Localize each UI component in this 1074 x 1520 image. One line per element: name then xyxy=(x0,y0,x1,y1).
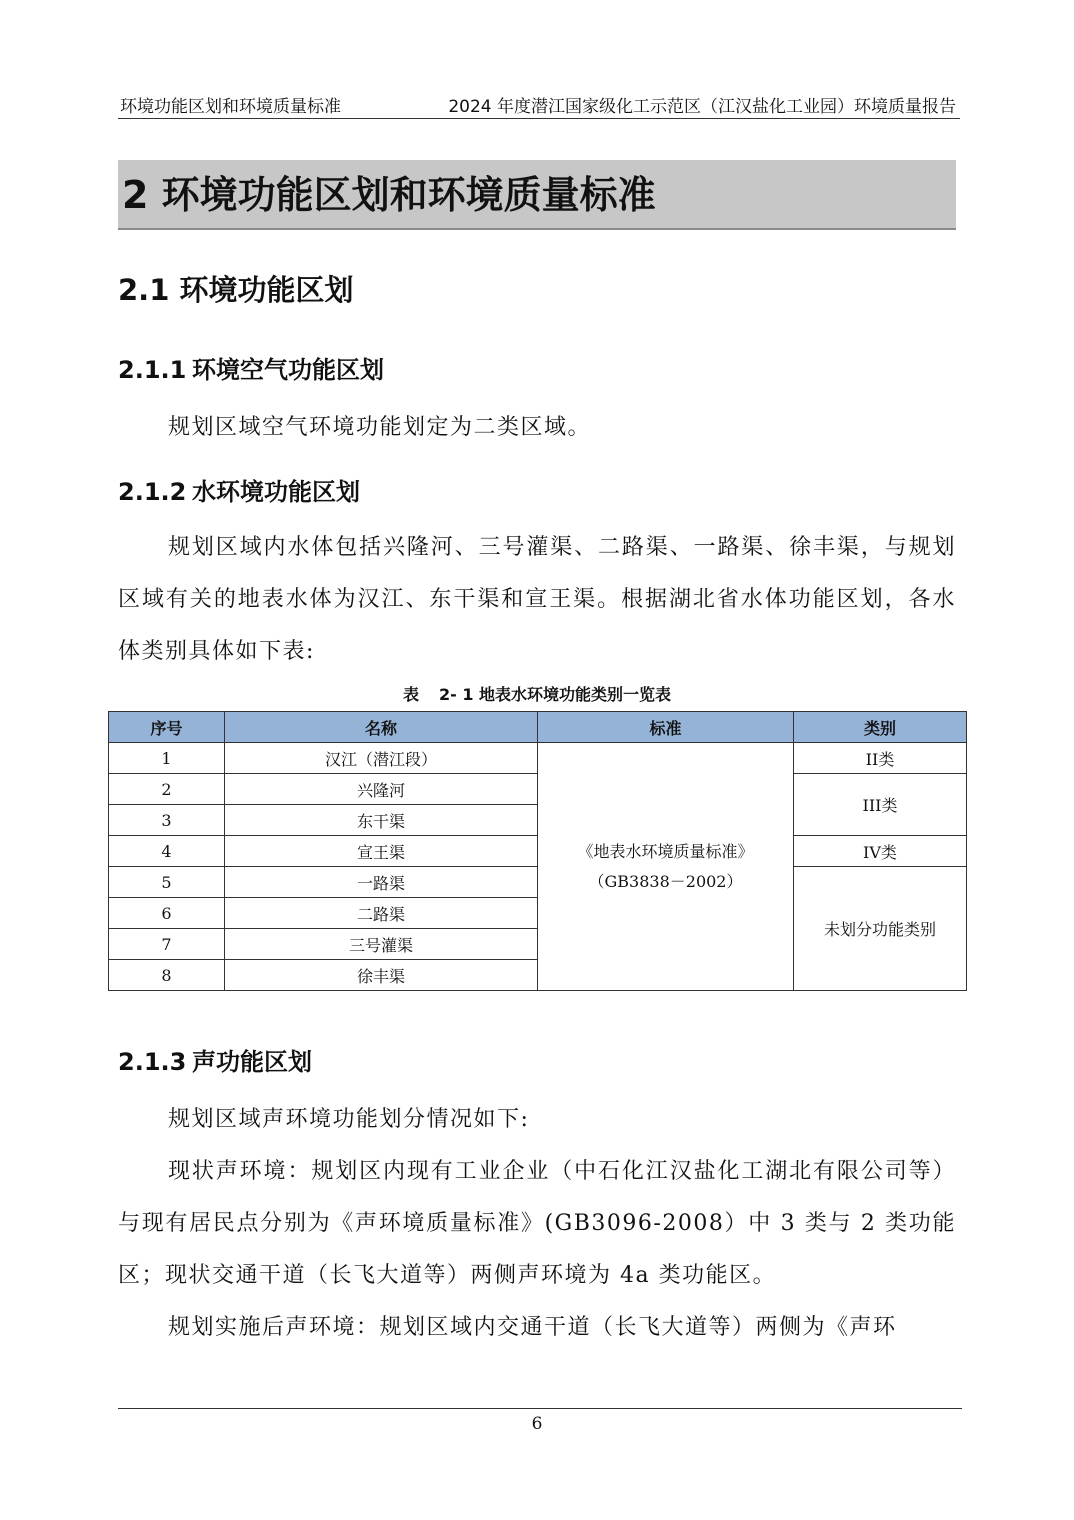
section-heading-2-1-1 xyxy=(118,350,384,385)
noise-zoning-intro: 规划区域声环境功能划分情况如下: xyxy=(168,1107,530,1132)
section-heading-2-1: 2.1 环境功能区划 xyxy=(118,273,354,307)
section-number: 2.1.3 xyxy=(118,1048,187,1076)
row-name: 一路渠 xyxy=(225,867,538,898)
section-number: 2.1.2 xyxy=(118,478,187,506)
row-name: 兴隆河 xyxy=(225,774,538,805)
section-heading-2-1-3 xyxy=(118,1042,312,1077)
standard-code: （GB3838－2002） xyxy=(588,871,743,891)
section-title: 水环境功能区划 xyxy=(192,478,360,506)
chapter-title: 2 环境功能区划和环境质量标准 xyxy=(118,160,956,230)
row-no: 3 xyxy=(109,805,225,836)
category-cell: 未划分功能类别 xyxy=(794,867,967,991)
page-header xyxy=(118,88,960,119)
section-title: 环境空气功能区划 xyxy=(192,356,384,384)
header-standard: 标准 xyxy=(538,712,794,743)
header-name: 名称 xyxy=(225,712,538,743)
row-no: 4 xyxy=(109,836,225,867)
row-name: 东干渠 xyxy=(225,805,538,836)
standard-name: 《地表水环境质量标准》 xyxy=(577,841,754,861)
table-caption-label: 表 xyxy=(402,685,419,704)
row-name: 徐丰渠 xyxy=(225,960,538,991)
planned-noise-paragraph: 规划实施后声环境：规划区域内交通干道（长飞大道等）两侧为《声环 xyxy=(168,1315,897,1340)
table-caption xyxy=(108,682,966,705)
row-no: 1 xyxy=(109,743,225,774)
section-title: 声功能区划 xyxy=(192,1048,312,1076)
water-function-table xyxy=(108,711,967,991)
category-cell: IV类 xyxy=(794,836,967,867)
footer-divider xyxy=(118,1408,962,1409)
category-cell: II类 xyxy=(794,743,967,774)
header-category: 类别 xyxy=(794,712,967,743)
current-noise-paragraph: 现状声环境：规划区内现有工业企业（中石化江汉盐化工湖北有限公司等）与现有居民点分别为《声环境质量标准》(GB3096-2008）中 3 类与 2 类功能区；现状交通干道（长飞大道等）两侧声环境为 4a 类功能区。 xyxy=(118,1159,956,1288)
standard-cell xyxy=(538,743,794,991)
page-number: 6 xyxy=(531,1414,543,1434)
header-section-title: 环境功能区划和环境质量标准 xyxy=(120,97,341,117)
water-zoning-paragraph: 规划区域内水体包括兴隆河、三号灌渠、二路渠、一路渠、徐丰渠，与规划区域有关的地表水体为汉江、东干渠和宣王渠。根据湖北省水体功能区划，各水体类别具体如下表: xyxy=(118,535,956,664)
row-no: 2 xyxy=(109,774,225,805)
table-header-row xyxy=(109,712,967,743)
row-no: 8 xyxy=(109,960,225,991)
table-caption-text: 2- 1 地表水环境功能类别一览表 xyxy=(438,685,672,704)
section-number: 2.1.1 xyxy=(118,356,187,384)
header-report-title: 2024 年度潜江国家级化工示范区（江汉盐化工业园）环境质量报告 xyxy=(448,97,956,117)
table-row xyxy=(109,743,967,774)
section-heading-2-1-2 xyxy=(118,472,360,507)
header-no: 序号 xyxy=(109,712,225,743)
row-name: 宣王渠 xyxy=(225,836,538,867)
air-zoning-paragraph: 规划区域空气环境功能划定为二类区域。 xyxy=(168,415,592,440)
row-name: 二路渠 xyxy=(225,898,538,929)
row-no: 5 xyxy=(109,867,225,898)
row-no: 7 xyxy=(109,929,225,960)
category-cell: III类 xyxy=(794,774,967,836)
row-name: 三号灌渠 xyxy=(225,929,538,960)
row-no: 6 xyxy=(109,898,225,929)
row-name: 汉江（潜江段） xyxy=(225,743,538,774)
